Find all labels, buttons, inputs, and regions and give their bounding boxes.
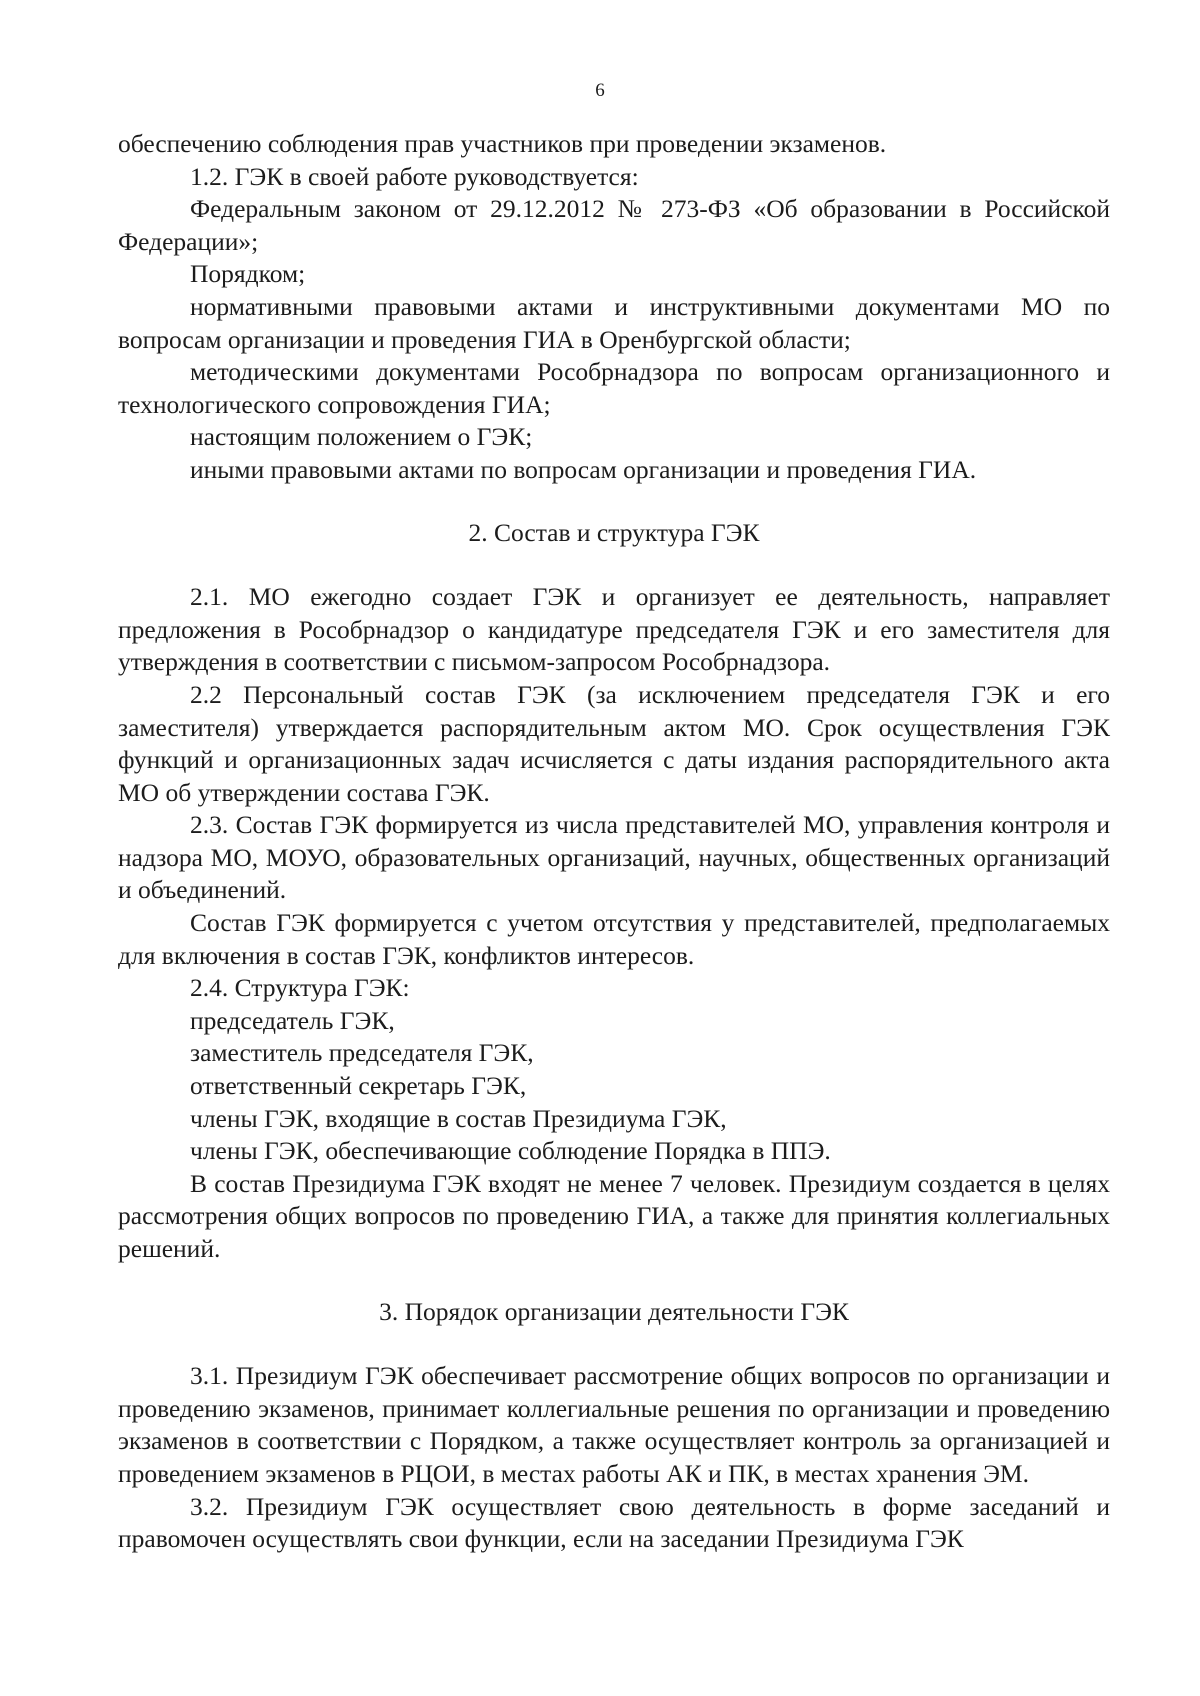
section-2-heading: 2. Состав и структура ГЭК	[468, 517, 760, 547]
structure-item-ppe-members: члены ГЭК, обеспечивающие соблюдение Порядка в ППЭ.	[190, 1136, 831, 1166]
paragraph-2-2: 2.2 Персональный состав ГЭК (за исключением председателя ГЭК и его заместителя) утверждается распорядительным актом МО. Срок осуществления ГЭК функций и организационных задач исчисляется с даты издания распорядительного акта МО об утверждении состава ГЭК.	[118, 679, 1110, 807]
paragraph-2-3: 2.3. Состав ГЭК формируется из числа представителей МО, управления контроля и надзора МО, МОУО, образовательных организаций, научных, общественных организаций и объединений.	[118, 810, 1110, 905]
page-number: 6	[595, 80, 605, 101]
structure-item-secretary: ответственный секретарь ГЭК,	[190, 1071, 527, 1101]
paragraph-this-regulation: настоящим положением о ГЭК;	[190, 422, 533, 452]
paragraph-methodical-docs: методическими документами Рособрнадзора по вопросам организационного и технологического сопровождения ГИА;	[118, 357, 1110, 419]
paragraph-2-4: 2.4. Структура ГЭК:	[190, 973, 410, 1003]
structure-item-deputy: заместитель председателя ГЭК,	[190, 1038, 534, 1068]
paragraph-2-3-conflicts: Состав ГЭК формируется с учетом отсутствия у представителей, предполагаемых для включения в состав ГЭК, конфликтов интересов.	[118, 908, 1110, 970]
paragraph-1-2: 1.2. ГЭК в своей работе руководствуется:	[190, 161, 639, 191]
structure-item-presidium-members: члены ГЭК, входящие в состав Президиума ГЭК,	[190, 1103, 727, 1133]
paragraph-continuation: обеспечению соблюдения прав участников при проведении экзаменов.	[118, 129, 887, 158]
paragraph-3-1: 3.1. Президиум ГЭК обеспечивает рассмотрение общих вопросов по организации и проведению экзаменов, принимает коллегиальные решения по организации и проведению экзаменов в соответствии с Порядком, а также осуществляет контроль за организацией и проведением экзаменов в РЦОИ, в местах работы АК и ПК, в местах хранения ЭМ.	[118, 1361, 1110, 1488]
section-3-heading: 3. Порядок организации деятельности ГЭК	[379, 1296, 849, 1326]
paragraph-2-1: 2.1. МО ежегодно создает ГЭК и организует ее деятельность, направляет предложения в Рособрнадзор о кандидатуре председателя ГЭК и его заместителя для утверждения в соответствии с письмом-запросом Рособрнадзора.	[118, 582, 1110, 677]
paragraph-other-acts: иными правовыми актами по вопросам организации и проведения ГИА.	[190, 454, 977, 484]
paragraph-normative-acts: нормативными правовыми актами и инструктивными документами МО по вопросам организации и проведения ГИА в Оренбургской области;	[118, 291, 1110, 354]
document-body	[118, 128, 1110, 1556]
paragraph-3-2: 3.2. Президиум ГЭК осуществляет свою деятельность в форме заседаний и правомочен осуществлять свои функции, если на заседании Президиума ГЭК	[118, 1491, 1110, 1554]
structure-item-chairman: председатель ГЭК,	[190, 1005, 395, 1035]
paragraph-presidium: В состав Президиума ГЭК входят не менее 7 человек. Президиум создается в целях рассмотрения общих вопросов по проведению ГИА, а также для принятия коллегиальных решений.	[118, 1168, 1110, 1263]
paragraph-order: Порядком;	[190, 259, 306, 289]
paragraph-federal-law: Федеральным законом от 29.12.2012 № 273-ФЗ «Об образовании в Российской Федерации»;	[118, 194, 1110, 256]
